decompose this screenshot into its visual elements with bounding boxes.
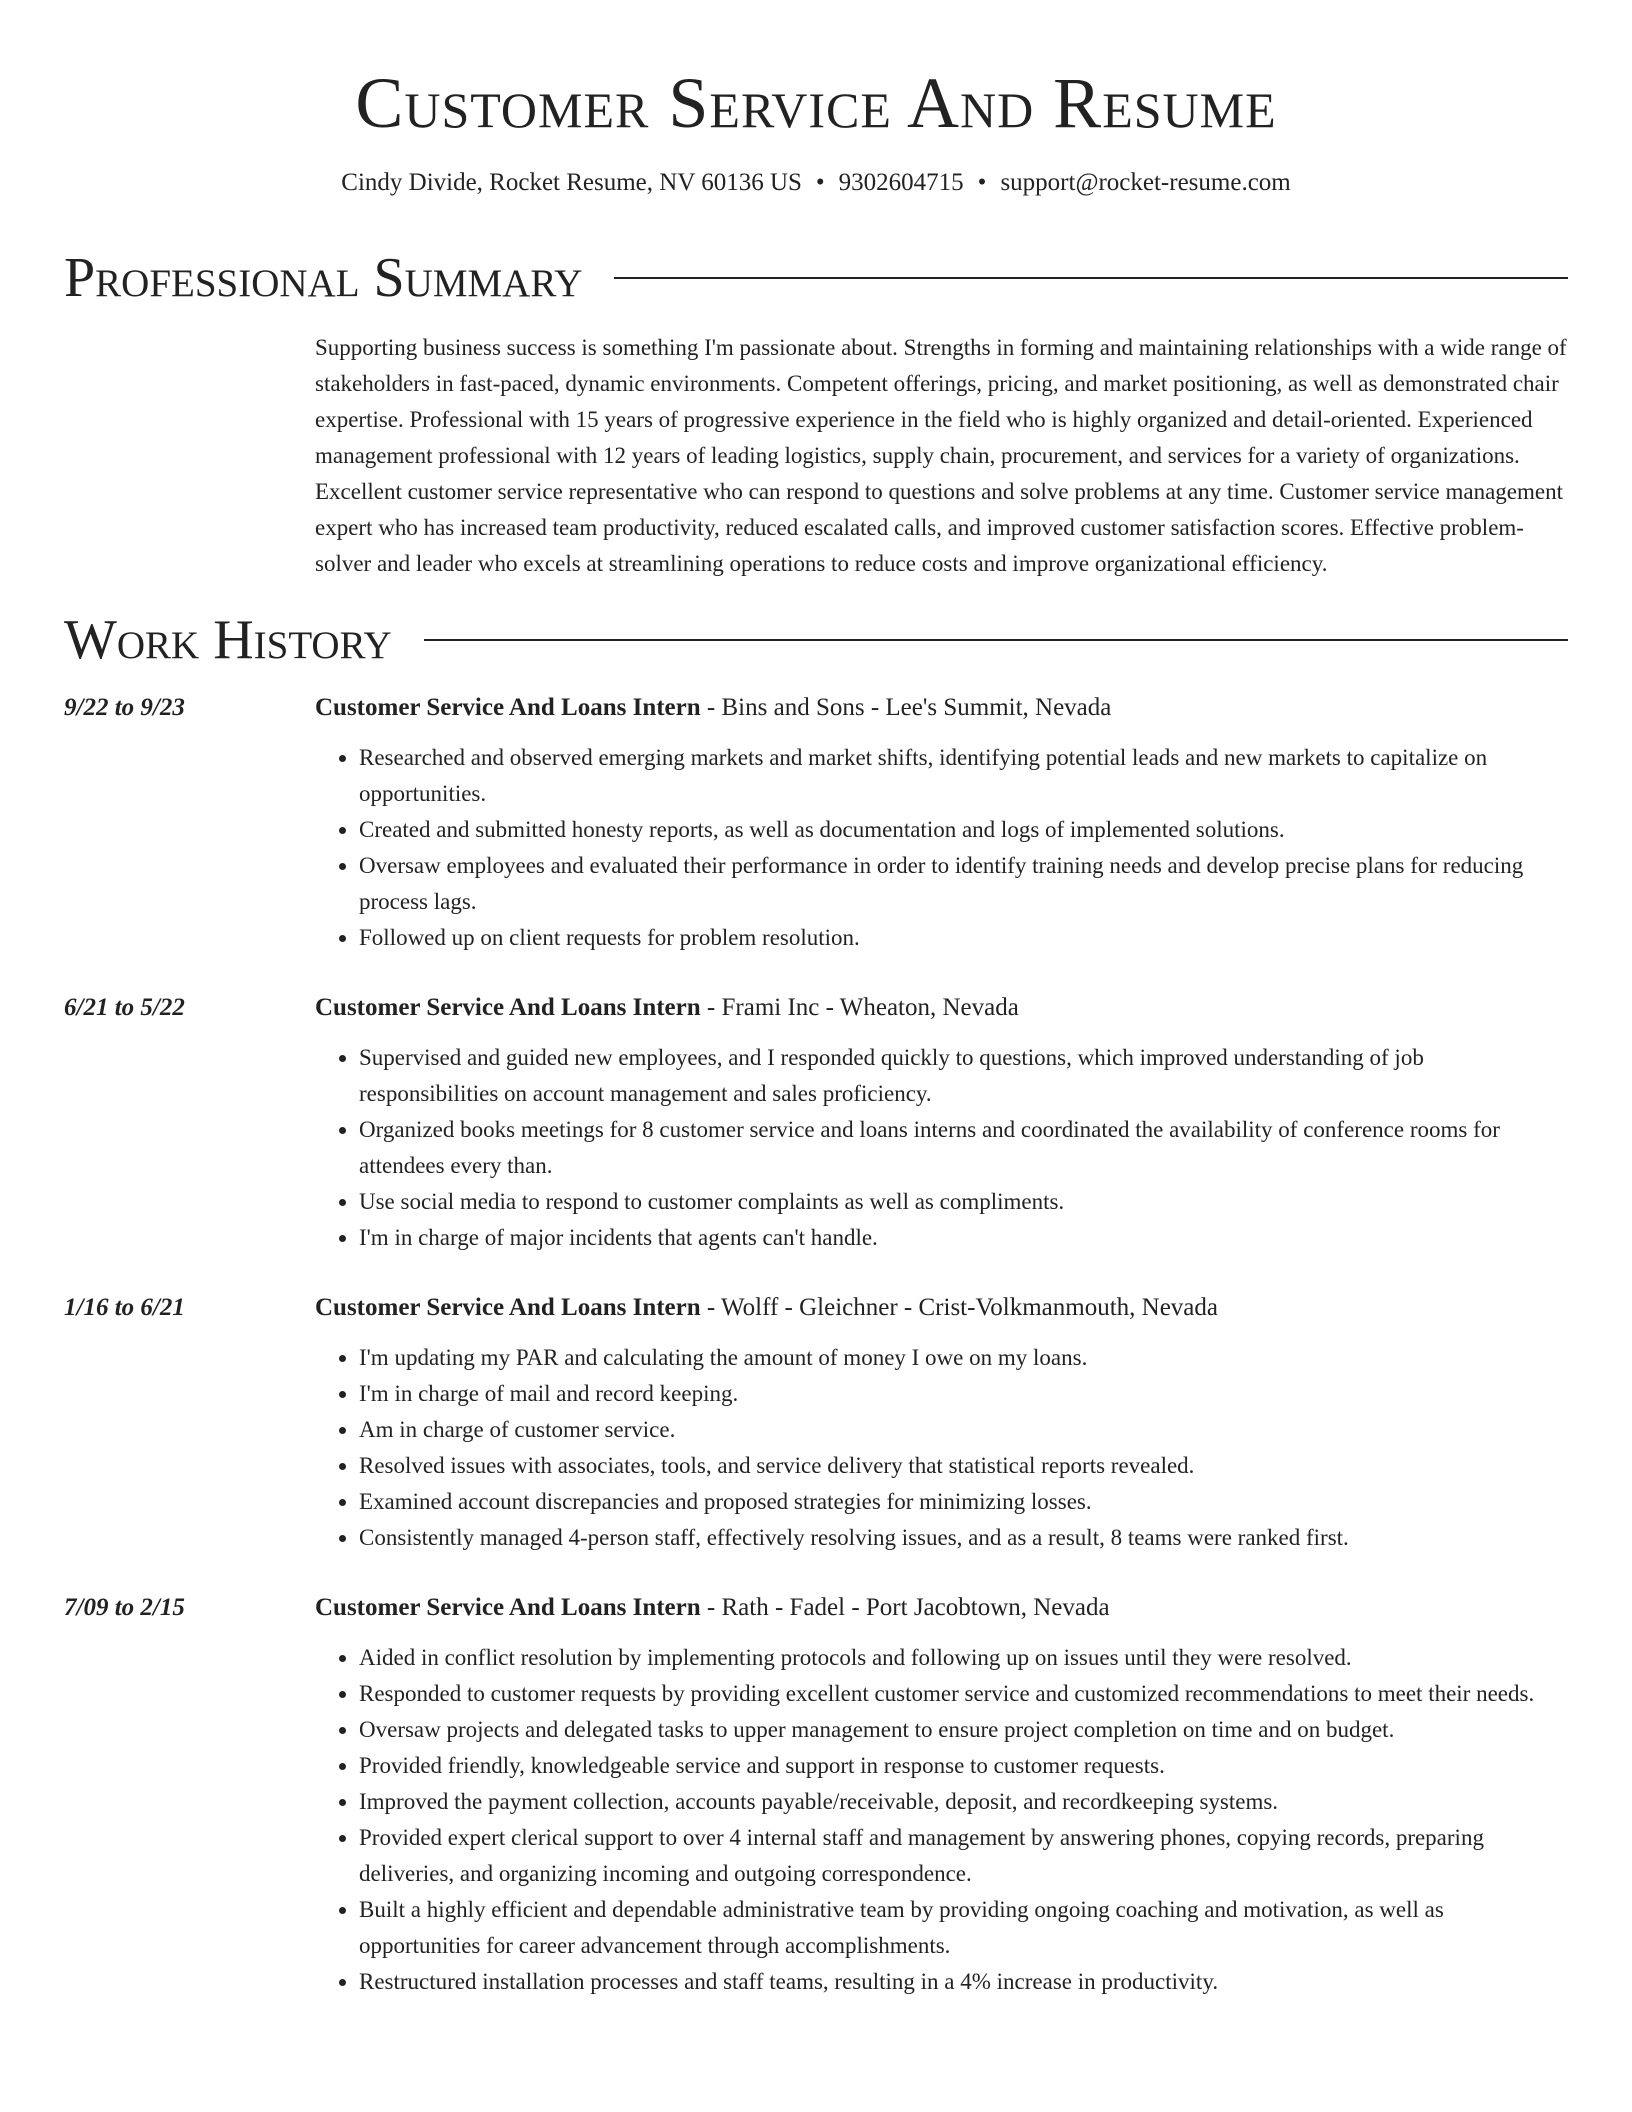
job-title-line <box>315 1590 1568 1626</box>
professional-summary-text: Supporting business success is something I'm passionate about. Strengths in forming and maintaining relationships with a wide range of stakeholders in fast-paced, dynamic environments. Competent offerings, pricing, and market positioning, as well as demonstrated chair expertise. Professional with 15 years of progressive experience in the field who is highly organized and detail-oriented. Experienced management professional with 12 years of leading logistics, supply chain, procurement, and services for a variety of organizations. Excellent customer service representative who can respond to questions and solve problems at any time. Customer service management expert who has increased team productivity, reduced escalated calls, and improved customer satisfaction scores. Effective problem-solver and leader who excels at streamlining operations to reduce costs and improve organizational efficiency. <box>315 335 1567 576</box>
job-bullet: • I'm updating my PAR and calculating the amount of money I owe on my loans. <box>359 1340 1568 1376</box>
job-bullets <box>315 1640 1568 2000</box>
job-title-line <box>315 990 1568 1026</box>
job-role: Customer Service And Loans Intern <box>315 1594 701 1621</box>
work-history-list <box>64 690 1568 2000</box>
contact-separator: • <box>977 169 987 196</box>
job-dates: 6/21 to 5/22 <box>64 994 185 1021</box>
job-content <box>315 690 1568 956</box>
job-bullets <box>315 740 1568 956</box>
job-bullet: • Oversaw projects and delegated tasks to upper management to ensure project completion on time and on budget. <box>359 1712 1568 1748</box>
job-entry <box>64 690 1568 956</box>
job-bullet: • I'm in charge of major incidents that agents can't handle. <box>359 1220 1568 1256</box>
contact-separator: • <box>815 169 825 196</box>
work-history-heading: Work History <box>64 609 392 671</box>
job-employer: - Frami Inc - Wheaton, Nevada <box>700 994 1019 1021</box>
job-content <box>315 1590 1568 2000</box>
job-bullet: • Restructured installation processes and staff teams, resulting in a 4% increase in productivity. <box>359 1964 1568 2000</box>
job-bullet: • Provided friendly, knowledgeable service and support in response to customer requests. <box>359 1748 1568 1784</box>
resume-page <box>64 0 1568 2000</box>
professional-summary-heading: Professional Summary <box>64 247 583 309</box>
job-title-line <box>315 1290 1568 1326</box>
job-bullet: • I'm in charge of mail and record keeping. <box>359 1376 1568 1412</box>
work-history-header <box>64 608 1568 672</box>
job-bullets <box>315 1040 1568 1256</box>
job-content <box>315 990 1568 1256</box>
job-bullet: • Responded to customer requests by providing excellent customer service and customized recommendations to meet their needs. <box>359 1676 1568 1712</box>
job-bullet: • Oversaw employees and evaluated their performance in order to identify training needs and develop precise plans for reducing process lags. <box>359 848 1568 920</box>
job-bullet: • Aided in conflict resolution by implementing protocols and following up on issues until they were resolved. <box>359 1640 1568 1676</box>
job-role: Customer Service And Loans Intern <box>315 694 701 721</box>
job-dates: 7/09 to 2/15 <box>64 1594 185 1621</box>
job-bullet: • Consistently managed 4-person staff, effectively resolving issues, and as a result, 8 teams were ranked first. <box>359 1520 1568 1556</box>
professional-summary-header <box>64 246 1568 310</box>
job-role: Customer Service And Loans Intern <box>315 1294 701 1321</box>
job-bullet: • Am in charge of customer service. <box>359 1412 1568 1448</box>
job-entry <box>64 990 1568 1256</box>
job-employer: - Bins and Sons - Lee's Summit, Nevada <box>700 694 1112 721</box>
job-bullet: • Examined account discrepancies and proposed strategies for minimizing losses. <box>359 1484 1568 1520</box>
job-bullets <box>315 1340 1568 1556</box>
job-bullet: • Supervised and guided new employees, and I responded quickly to questions, which improved understanding of job responsibilities on account management and sales proficiency. <box>359 1040 1568 1112</box>
job-bullet: • Organized books meetings for 8 customer service and loans interns and coordinated the availability of conference rooms for attendees every than. <box>359 1112 1568 1184</box>
contact-phone: 9302604715 <box>838 169 964 196</box>
job-bullet: • Resolved issues with associates, tools, and service delivery that statistical reports revealed. <box>359 1448 1568 1484</box>
job-entry <box>64 1290 1568 1556</box>
job-role: Customer Service And Loans Intern <box>315 994 701 1021</box>
job-content <box>315 1290 1568 1556</box>
job-bullet: • Improved the payment collection, accounts payable/receivable, deposit, and recordkeeping systems. <box>359 1784 1568 1820</box>
section-divider <box>424 639 1568 641</box>
job-bullet: • Followed up on client requests for problem resolution. <box>359 920 1568 956</box>
job-dates: 9/22 to 9/23 <box>64 694 185 721</box>
contact-address: Cindy Divide, Rocket Resume, NV 60136 US <box>341 169 802 196</box>
job-bullet: • Created and submitted honesty reports, as well as documentation and logs of implemented solutions. <box>359 812 1568 848</box>
job-employer: - Wolff - Gleichner - Crist-Volkmanmouth, Nevada <box>700 1294 1218 1321</box>
job-bullet: • Use social media to respond to customer complaints as well as compliments. <box>359 1184 1568 1220</box>
job-bullet: • Researched and observed emerging markets and market shifts, identifying potential leads and new markets to capitalize on opportunities. <box>359 740 1568 812</box>
job-bullet: • Provided expert clerical support to over 4 internal staff and management by answering phones, copying records, preparing deliveries, and organizing incoming and outgoing correspondence. <box>359 1820 1568 1892</box>
resume-name: Customer Service And Resume <box>355 63 1277 143</box>
contact-line <box>64 166 1568 200</box>
job-dates: 1/16 to 6/21 <box>64 1294 185 1321</box>
job-bullet: • Built a highly efficient and dependable administrative team by providing ongoing coaching and motivation, as well as opportunities for career advancement through accomplishments. <box>359 1892 1568 1964</box>
job-title-line <box>315 690 1568 726</box>
section-divider <box>614 277 1568 279</box>
contact-email: support@rocket-resume.com <box>1000 169 1291 196</box>
job-entry <box>64 1590 1568 2000</box>
job-employer: - Rath - Fadel - Port Jacobtown, Nevada <box>700 1594 1110 1621</box>
